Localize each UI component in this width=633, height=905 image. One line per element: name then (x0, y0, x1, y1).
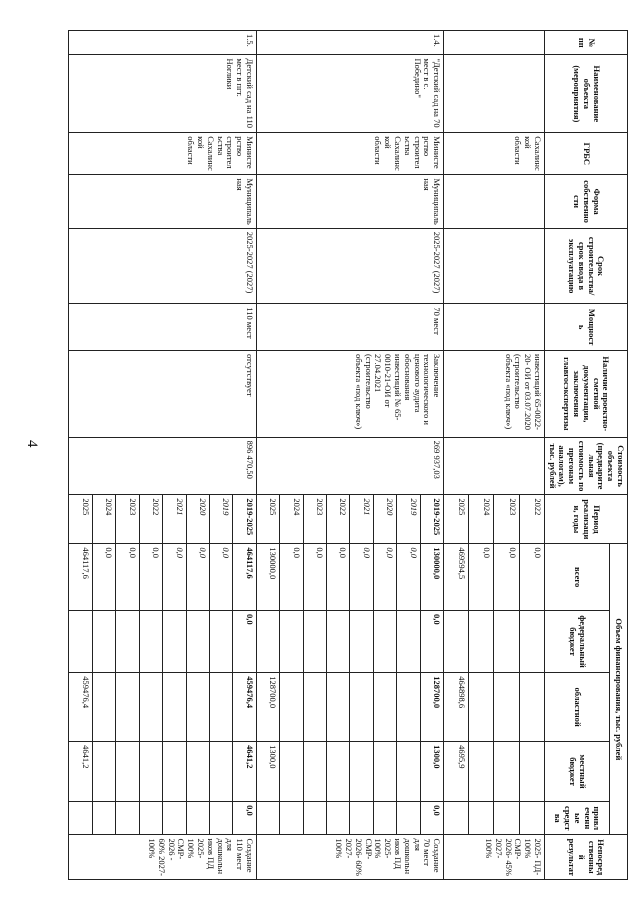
funding-federal (397, 610, 420, 672)
period-year: 2022 (139, 495, 162, 544)
funding-total: 0,0 (519, 544, 544, 611)
period-year: 2020 (373, 495, 396, 544)
funding-federal (303, 610, 326, 672)
period-year: 2024 (280, 495, 303, 544)
rotated-sheet (80, 30, 628, 880)
funding-federal (116, 610, 139, 672)
funding-federal (494, 610, 519, 672)
funding-federal (519, 610, 544, 672)
funding-regional: 464898,6 (444, 673, 469, 742)
funding-local: 4641,2 (233, 742, 256, 802)
funding-local: 1300,0 (420, 742, 443, 802)
funding-other (327, 802, 350, 835)
period-year: 2025 (256, 495, 279, 544)
funding-regional (210, 673, 233, 742)
carry-cost (444, 437, 545, 495)
carry-row (519, 31, 544, 880)
period-year: 2024 (92, 495, 115, 544)
header-result: Непосредственный результат (544, 835, 627, 880)
funding-regional (350, 673, 373, 742)
item-result: Создание 110 мест для дошкольников ПД 2025- 100% СМР- 2026 - 60% 2027- 100% (69, 835, 256, 880)
header-period: Период реализации, годы (544, 495, 627, 544)
funding-local (373, 742, 396, 802)
funding-federal (444, 610, 469, 672)
funding-other (494, 802, 519, 835)
funding-other (469, 802, 494, 835)
funding-other (350, 802, 373, 835)
funding-total: 464117,6 (233, 544, 256, 611)
item-num: 1.4. (256, 31, 443, 55)
funding-total: 130000,0 (256, 544, 279, 611)
funding-local: 4695,9 (444, 742, 469, 802)
funding-federal (327, 610, 350, 672)
funding-federal (256, 610, 279, 672)
funding-total: 0,0 (327, 544, 350, 611)
funding-total: 0,0 (280, 544, 303, 611)
item-result: Создание 70 мест для дошкольников ПД 2025- 100% СМР- 2026- 60% 2027- 100% (256, 835, 443, 880)
item-capacity: 70 мест (256, 304, 443, 351)
funding-regional (186, 673, 209, 742)
period-year: 2019 (210, 495, 233, 544)
funding-federal (139, 610, 162, 672)
funding-local (163, 742, 186, 802)
funding-federal: 0,0 (233, 610, 256, 672)
header-name: Наименование объекта (мероприятия) (544, 55, 627, 133)
item-grbs: Министерство строительства Сахалинской области (256, 133, 443, 175)
investment-table (68, 30, 628, 880)
item-psd: Заключение технологического и ценового аудита обоснования инвестиций № 65-0010-21-ОИ от 27.04.2021 (строительство объекта «под ключ») (256, 350, 443, 437)
funding-local (303, 742, 326, 802)
header-num: № пп (544, 31, 627, 55)
funding-federal (469, 610, 494, 672)
period-year: 2019-2025 (233, 495, 256, 544)
funding-regional: 459476,4 (233, 673, 256, 742)
item-name: Детский сад на 110 мест в пгт. Ноглики (69, 55, 256, 133)
carry-result: 2025- ПД- 100% СМР- 2026- 45% 2027- 100% (444, 835, 545, 880)
funding-other (397, 802, 420, 835)
funding-regional (116, 673, 139, 742)
item-num: 1.5. (69, 31, 256, 55)
funding-other (373, 802, 396, 835)
funding-total: 0,0 (139, 544, 162, 611)
funding-local (186, 742, 209, 802)
funding-regional (327, 673, 350, 742)
funding-other: 0,0 (420, 802, 443, 835)
header-federal: федеральный бюджет (544, 610, 609, 672)
period-year: 2022 (327, 495, 350, 544)
item-term: 2025-2027 (2027) (69, 228, 256, 304)
header-grbs: ГРБС (544, 133, 627, 175)
item-row (233, 31, 256, 880)
funding-other (444, 802, 469, 835)
funding-federal (350, 610, 373, 672)
funding-total: 464117,6 (69, 544, 93, 611)
funding-total: 0,0 (494, 544, 519, 611)
funding-regional (303, 673, 326, 742)
item-cost: 896 470,50 (69, 437, 256, 495)
funding-local (397, 742, 420, 802)
header-psd: Наличие проектно-сметной документации, заключения главгосэкспертизы (544, 350, 627, 437)
funding-total: 0,0 (397, 544, 420, 611)
period-year: 2025 (69, 495, 93, 544)
funding-other (519, 802, 544, 835)
funding-other (256, 802, 279, 835)
funding-other (303, 802, 326, 835)
funding-regional: 128700,0 (256, 673, 279, 742)
funding-federal (280, 610, 303, 672)
period-year: 2023 (494, 495, 519, 544)
funding-other (280, 802, 303, 835)
carry-num (444, 31, 545, 55)
funding-regional (163, 673, 186, 742)
funding-federal (373, 610, 396, 672)
funding-regional: 459476,4 (69, 673, 93, 742)
period-year: 2024 (469, 495, 494, 544)
funding-other: 0,0 (233, 802, 256, 835)
funding-other (139, 802, 162, 835)
period-year: 2023 (116, 495, 139, 544)
funding-regional (469, 673, 494, 742)
item-ownership: Муниципальная (69, 175, 256, 228)
header-other: привлеченные средства (544, 802, 609, 835)
funding-local: 1300,0 (256, 742, 279, 802)
period-year: 2022 (519, 495, 544, 544)
funding-federal (186, 610, 209, 672)
item-ownership: Муниципальная (256, 175, 443, 228)
funding-total: 130000,0 (420, 544, 443, 611)
funding-regional (494, 673, 519, 742)
funding-other (163, 802, 186, 835)
header-total: всего (544, 544, 609, 611)
funding-total: 0,0 (92, 544, 115, 611)
funding-federal (210, 610, 233, 672)
period-year: 2019 (397, 495, 420, 544)
funding-federal (92, 610, 115, 672)
item-capacity: 110 мест (69, 304, 256, 351)
period-year: 2020 (186, 495, 209, 544)
funding-total: 0,0 (469, 544, 494, 611)
funding-local (139, 742, 162, 802)
carry-ownership (444, 175, 545, 228)
carry-name (444, 55, 545, 133)
funding-regional (519, 673, 544, 742)
header-ownership: Форма собственности (544, 175, 627, 228)
header-capacity: Мощность (544, 304, 627, 351)
item-name: "Детский сад на 70 мест в с. Победино" (256, 55, 443, 133)
funding-regional (280, 673, 303, 742)
header-regional: областной (544, 673, 609, 742)
funding-local (327, 742, 350, 802)
header-funding: Объем финансирования, тыс. рублей (610, 544, 628, 835)
funding-other (116, 802, 139, 835)
item-row (420, 31, 443, 880)
funding-local (116, 742, 139, 802)
funding-local (92, 742, 115, 802)
funding-other (92, 802, 115, 835)
period-year: 2023 (303, 495, 326, 544)
funding-local: 4641,2 (69, 742, 93, 802)
period-year: 2021 (350, 495, 373, 544)
funding-other (210, 802, 233, 835)
period-year: 2025 (444, 495, 469, 544)
funding-regional: 128700,0 (420, 673, 443, 742)
item-term: 2025-2027 (2027) (256, 228, 443, 304)
funding-total: 0,0 (116, 544, 139, 611)
header-local: местный бюджет (544, 742, 609, 802)
funding-regional (397, 673, 420, 742)
header-cost: Стоимость объекта (предварительная стоимость по прегонам аналогам), тыс. рублей (544, 437, 627, 495)
carry-grbs: Сахалинской области (444, 133, 545, 175)
funding-total: 0,0 (163, 544, 186, 611)
funding-other (186, 802, 209, 835)
header-row (610, 31, 628, 880)
funding-local (519, 742, 544, 802)
page-number: 4 (24, 440, 40, 448)
funding-regional (373, 673, 396, 742)
funding-total: 0,0 (350, 544, 373, 611)
item-psd: отсутствует (69, 350, 256, 437)
funding-federal: 0,0 (420, 610, 443, 672)
funding-regional (139, 673, 162, 742)
funding-local (210, 742, 233, 802)
period-year: 2021 (163, 495, 186, 544)
funding-local (469, 742, 494, 802)
period-year: 2019-2025 (420, 495, 443, 544)
item-grbs: Министерство строительства Сахалинской области (69, 133, 256, 175)
funding-total: 0,0 (210, 544, 233, 611)
funding-regional (92, 673, 115, 742)
funding-total: 469594,5 (444, 544, 469, 611)
funding-federal (69, 610, 93, 672)
header-term: Срок строительства/ срок ввода в эксплуатацию (544, 228, 627, 304)
funding-federal (163, 610, 186, 672)
carry-psd: инвестиций 65-0022-20- ОИ от 03.07.2020 (строительство объекта «под ключ») (444, 350, 545, 437)
funding-other (69, 802, 93, 835)
funding-total: 0,0 (186, 544, 209, 611)
funding-local (494, 742, 519, 802)
item-cost: 269 937,03 (256, 437, 443, 495)
carry-term (444, 228, 545, 304)
funding-total: 0,0 (373, 544, 396, 611)
carry-capacity (444, 304, 545, 351)
funding-total: 0,0 (303, 544, 326, 611)
funding-local (350, 742, 373, 802)
funding-local (280, 742, 303, 802)
